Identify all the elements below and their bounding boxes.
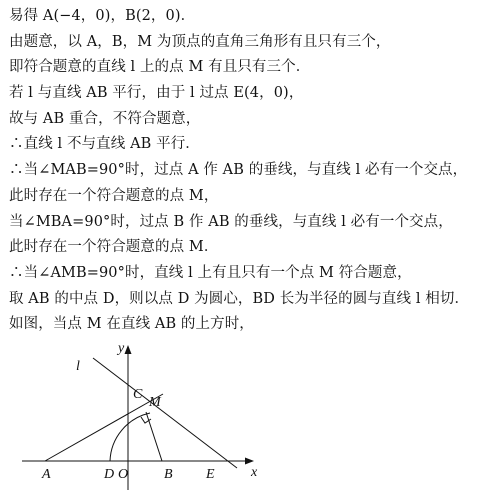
text-line-11: ∴当∠AMB=90°时，直线 l 上有且只有一个点 M 符合题意， [9,264,412,281]
text-line-7: ∴当∠MAB=90°时，过点 A 作 AB 的垂线，与直线 l 必有一个交点， [9,162,468,179]
text-line-3: 即符合题意的直线 l 上的点 M 有且只有三个． [9,59,311,76]
text-line-6: ∴直线 l 不与直线 AB 平行． [9,136,200,153]
text-line-10: 此时存在一个符合题意的点 M． [9,239,219,256]
label-m: M [149,395,161,410]
line-ac [45,394,163,461]
label-b: B [164,467,173,482]
text-line-1: 易得 A(−4，0)，B(2，0)． [9,8,196,24]
text-line-12: 取 AB 的中点 D，则以点 D 为圆心，BD 长为半径的圆与直线 l 相切． [9,290,470,307]
text-line-2: 由题意，以 A，B，M 为顶点的直角三角形有且只有三个， [9,33,391,50]
y-axis-arrow [125,345,132,354]
x-axis-arrow [245,458,254,465]
solution-text [9,4,493,338]
segment-mb [146,412,162,461]
label-x: x [251,465,258,480]
label-l: l [76,359,80,374]
label-o: O [118,467,129,482]
label-c: C [133,387,143,402]
label-d: D [104,467,115,482]
text-line-8: 此时存在一个符合题意的点 M， [9,187,219,204]
label-a: A [42,467,51,482]
text-line-9: 当∠MBA=90°时，过点 B 作 AB 的垂线，与直线 l 必有一个交点， [9,213,453,230]
geometry-figure [0,336,300,498]
label-y: y [118,341,125,356]
label-e: E [206,467,215,482]
line-l [93,358,237,468]
text-line-4: 若 l 与直线 AB 平行，由于 l 过点 E(4，0)， [9,85,304,102]
text-line-5: 故与 AB 重合，不符合题意， [9,110,201,127]
text-line-13: 如图，当点 M 在直线 AB 的上方时， [9,316,254,333]
